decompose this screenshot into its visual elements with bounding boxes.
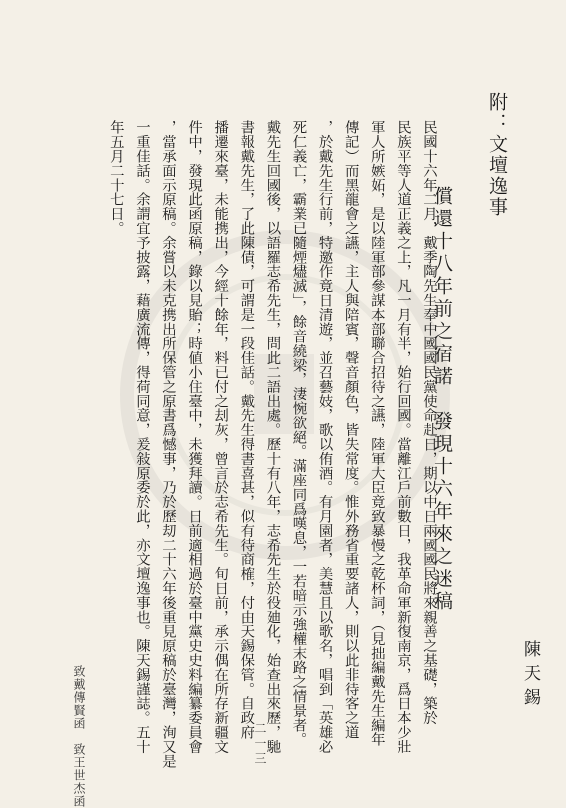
section-label: 附：文壇逸事 xyxy=(486,92,508,218)
body-column: 件中，發現此函原稿，錄以見貽；時値小住臺中，未獲拜讀。日前適相過於臺中黨史史料編纂委員會 xyxy=(186,120,203,754)
body-column: 播遷來臺，未能携出，今經十餘年，料已付之刦灰，曾言於志希先生。旬日前，承示偶在所存新疆文 xyxy=(212,120,229,754)
article-headline: 償還十八年前之宿諾 發現十六年來之迷稿 xyxy=(431,186,453,614)
body-column: 死仁義亡，霸業已隨煙燼滅」，餘音繞梁，淒惋欲絕。滿座同爲嘆息，一若暗示強權末路之情景者。 xyxy=(290,120,307,747)
page-number: 二一三 xyxy=(253,722,267,767)
body-column: 戴先生回國後，以語羅志希先生，問此二語出處。歷十有八年，志希先生於役廸化，始查出來歷，馳 xyxy=(264,120,281,754)
body-column: ，當承面示原稿。余嘗以未克携出所保管之原書爲憾事，乃於歷刧二十六年後重見原稿於臺灣，洵又是 xyxy=(160,120,176,768)
author-name: 陳天錫 xyxy=(520,640,540,712)
footer-caption: 致戴傳賢函 致王世杰函 xyxy=(72,665,86,808)
body-column: 民族平等人道正義之上，凡一月有半，始行回國。當離江戶前數日，我革命軍新復南京，爲日本少壯 xyxy=(394,120,411,754)
body-column: 傳記）而黑龍會之讌，主人與陪賓，聲音顏色，皆失常度。惟外務省重要諸人，則以此非待客之道 xyxy=(342,120,359,740)
body-column: 書報戴先生，了此陳債，可謂是一段佳話。戴先生得書喜甚，似有待商榷，付由天錫保管。自政府 xyxy=(238,120,255,740)
body-column: 一重佳話。余謂宜予披露，藉廣流傳，得荷同意，爰敍原委於此，亦文壇逸事也。陳天錫謹誌。五十 xyxy=(133,120,150,754)
body-column: 年五月二十七日。 xyxy=(107,120,124,236)
body-column: 民國十六年二月，戴季陶先生奉中國國民黨使命赴日，期以中日兩國國民將來親善之基礎，築於 xyxy=(421,120,437,725)
body-column: 軍人所嫉妬，是以陸軍部參謀本部聯合招待之讌，陸軍大臣竟致暴慢之乾杯詞，（見拙編戴先生編年 xyxy=(368,120,385,747)
body-column: ，於戴先生行前，特邀作竟日清遊，並召藝妓，歌以侑酒。有月園者，美慧且以歌名，唱到「英雄必 xyxy=(316,120,333,754)
